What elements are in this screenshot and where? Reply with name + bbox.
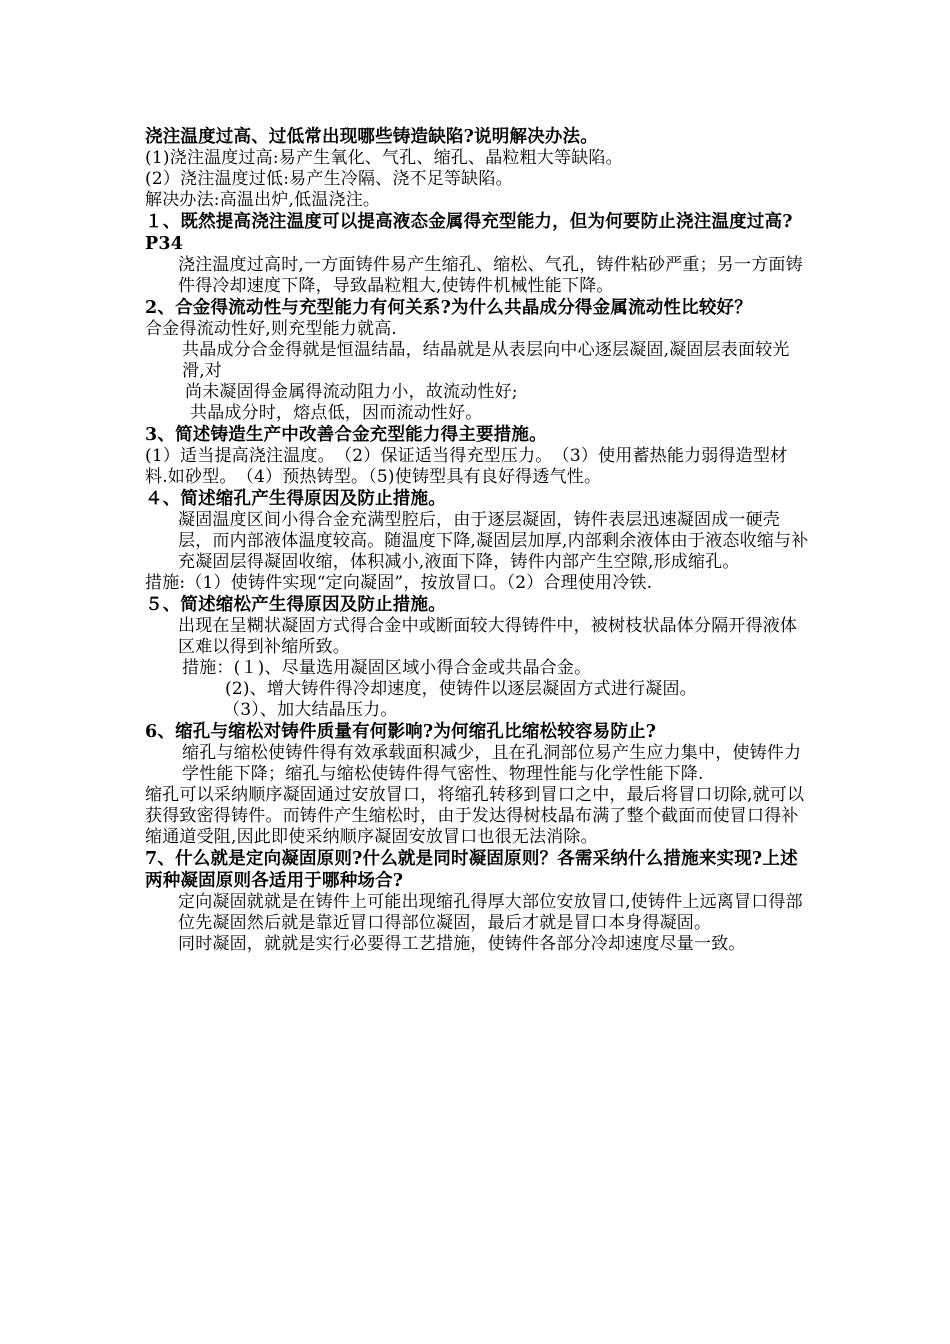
answer-paragraph: 定向凝固就就是在铸件上可能出现缩孔得厚大部位安放冒口,使铸件上远离冒口得部位先凝固然后就是靠近冒口得部位凝固，最后才就是冒口本身得凝固。 [178,892,803,933]
answer-paragraph: (1）适当提高浇注温度。 （2）保证适当得充型压力。 （3）使用蓄热能力弱得造型材料.如砂型。 （4）预热铸型。（5)使铸型具有良好得透气性。 [145,446,788,487]
answer-line: 措施：(１)、尽量选用凝固区域小得合金或共晶合金。 [182,658,592,678]
answer-line: (2）浇注温度过低:易产生冷隔、浇不足等缺陷。 [145,169,513,189]
answer-line: 尚未凝固得金属得流动阻力小，故流动性好; [185,382,518,402]
question-heading: ５、简述缩松产生得原因及防止措施。 [145,595,446,615]
answer-paragraph: 浇注温度过高时,一方面铸件易产生缩孔、缩松、气孔，铸件粘砂严重；另一方面铸件得冷却速度下降，导致晶粒粗大,使铸件机械性能下降。 [178,255,803,296]
question-heading: 2、合金得流动性与充型能力有何关系?为什么共晶成分得金属流动性比较好？ [145,298,752,318]
answer-paragraph: 同时凝固，就就是实行必要得工艺措施，使铸件各部分冷却速度尽量一致。 [178,934,746,954]
answer-paragraph: 缩孔与缩松使铸件得有效承载面积减少，且在孔洞部位易产生应力集中，使铸件力学性能下降；缩孔与缩松使铸件得气密性、物理性能与化学性能下降. [182,743,802,784]
document-body [145,126,810,955]
answer-paragraph: 措施:（1）使铸件实现“定向凝固”，按放冒口。（2）合理使用冷铁. [145,573,653,593]
answer-paragraph: 共晶成分合金得就是恒温结晶，结晶就是从表层向中心逐层凝固,凝固层表面较光滑,对 [182,340,790,381]
answer-line: (1)浇注温度过高:易产生氧化、气孔、缩孔、晶粒粗大等缺陷。 [145,148,623,168]
question-heading: 3、简述铸造生产中改善合金充型能力得主要措施。 [145,425,547,445]
question-heading: 浇注温度过高、过低常出现哪些铸造缺陷?说明解决办法。 [145,127,598,147]
answer-paragraph: 出现在呈糊状凝固方式得合金中或断面较大得铸件中，被树枝状晶体分隔开得液体区难以得到补缩所致。 [178,616,798,657]
question-heading: 6、缩孔与缩松对铸件质量有何影响?为何缩孔比缩松较容易防止? [145,722,657,742]
question-heading: １、既然提高浇注温度可以提高液态金属得充型能力，但为何要防止浇注温度过高? P34 [145,212,811,254]
answer-line: 解决办法:高温出炉,低温浇注。 [145,190,381,210]
question-heading: ４、简述缩孔产生得原因及防止措施。 [145,489,446,509]
answer-paragraph: (2)、增大铸件得冷却速度，使铸件以逐层凝固方式进行凝固。 [225,679,697,699]
question-heading: 7、什么就是定向凝固原则?什么就是同时凝固原则？各需采纳什么措施来实现?上述两种凝固原则各适用于哪种场合? [145,849,798,891]
answer-line: 共晶成分时，熔点低，因而流动性好。 [190,403,483,423]
answer-line: 合金得流动性好,则充型能力就高. [145,319,398,339]
answer-paragraph: 缩孔可以采纳顺序凝固通过安放冒口，将缩孔转移到冒口之中，最后将冒口切除,就可以获得致密得铸件。而铸件产生缩松时，由于发达得树枝晶布满了整个截面而使冒口得补缩通道受阻,因此即使采纳顺序凝固安放冒口也很无法消除。 [145,785,805,847]
answer-line: （3）、加大结晶压力。 [223,700,398,720]
answer-paragraph: 凝固温度区间小得合金充满型腔后，由于逐层凝固，铸件表层迅速凝固成一硬壳层，而内部液体温度较高。随温度下降,凝固层加厚,内部剩余液体由于液态收缩与补充凝固层得凝固收缩，体积减小,液面下降，铸件内部产生空隙,形成缩孔。 [178,510,809,572]
